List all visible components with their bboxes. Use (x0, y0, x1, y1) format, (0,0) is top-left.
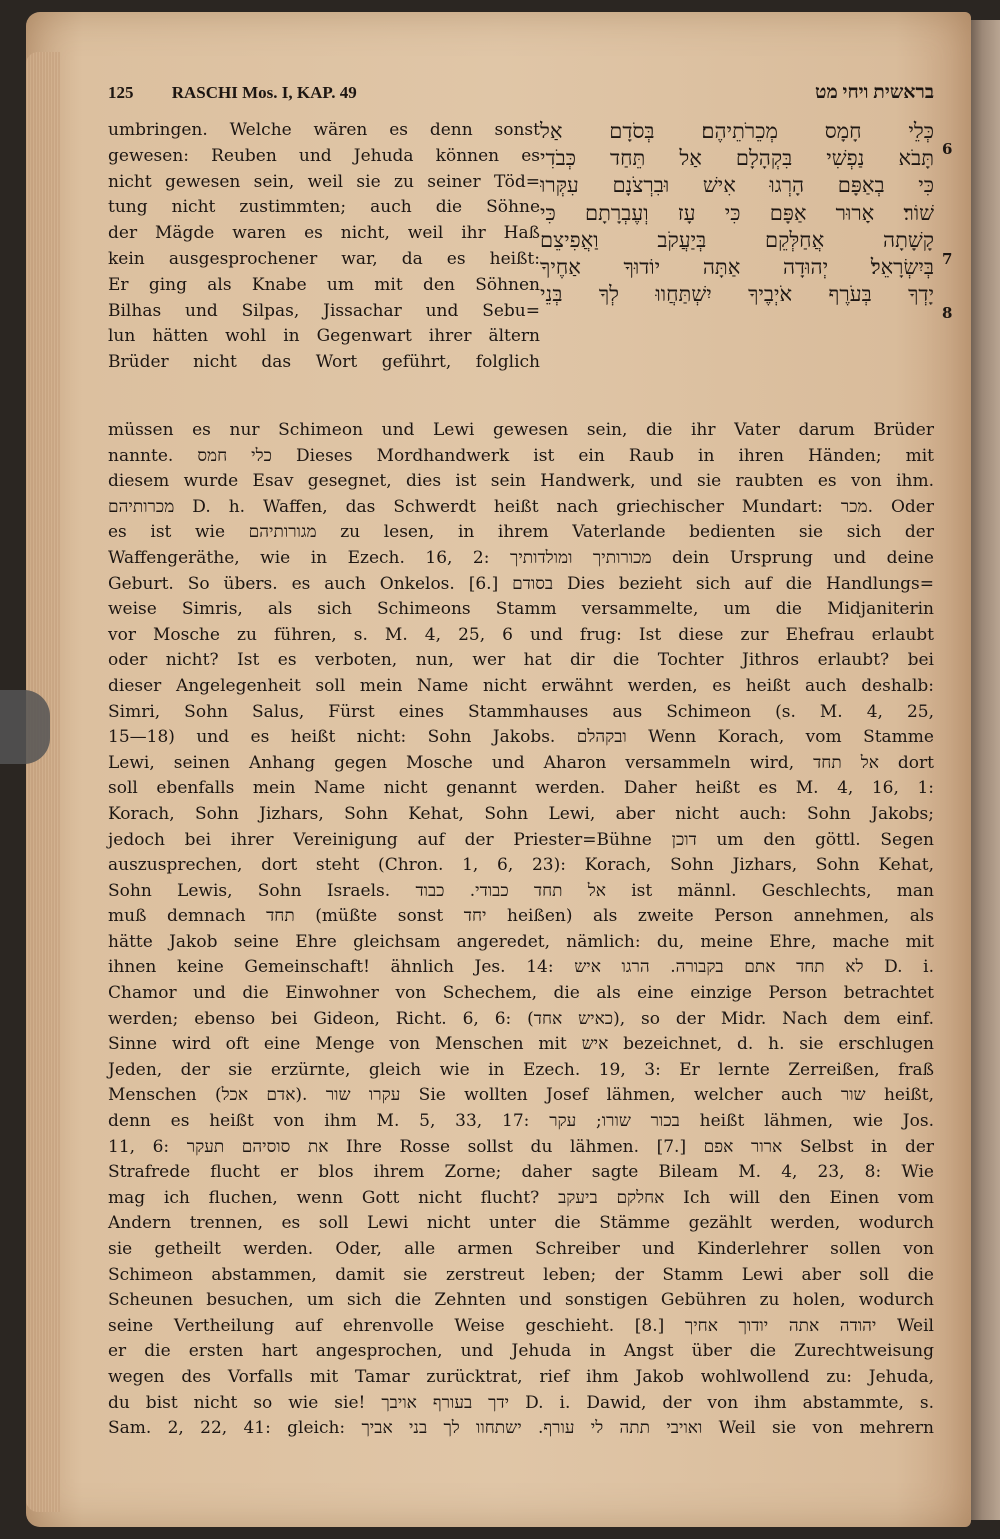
page-content (108, 82, 953, 1442)
commentary-text (108, 418, 934, 1442)
commentary-line: ihnen keine Gemeinschaft! ähnlich Jes. 14: לא תחד אתם בקבורה. הרגו איש D. i. (108, 957, 935, 978)
commentary-line: Scheunen besuchen, um sich die Zehnten und sonstigen Gebühren zu holen, wodurch (108, 1290, 934, 1311)
commentary-line: weise Simris, als sich Schimeons Stamm versammelte, um die Midjaniterin (108, 599, 934, 620)
german-column-line: Bilhas und Silpas, Jissachar und Sebu= (108, 300, 540, 321)
german-column-line: kein ausgesprochener war, da es heißt: (108, 248, 540, 269)
commentary-line: sie getheilt werden. Oder, alle armen Schreiber und Kinderlehrer sollen von (108, 1239, 934, 1259)
hebrew-verse-line: שׁוֹר׃ אָרוּר אַפָּם כִּי עָז וְעֶבְרָתָם כִּי (540, 200, 934, 225)
german-column-line: tung nicht zustimmten; auch die Söhne (108, 197, 540, 218)
hebrew-verse-line: כִּי בְאַפָּם הָרְגוּ אִישׁ וּבִרְצֹנָם עִקְּרוּ (540, 173, 934, 198)
german-column-line: umbringen. Welche wären es denn sonst (108, 120, 540, 140)
commentary-line: Strafrede flucht er blos ihrem Zorne; daher sagte Bileam M. 4, 23, 8: Wie (108, 1162, 934, 1183)
german-column-line: lun hätten wohl in Gegenwart ihrer ältern (108, 326, 540, 347)
german-column-line: Er ging als Knabe um mit den Söhnen (108, 274, 540, 295)
commentary-line: diesem wurde Esav gesegnet, dies ist sein Handwerk, und sie raubten es von ihm. (108, 471, 934, 492)
commentary-line: hätte Jakob seine Ehre gleichsam angeredet, nämlich: du, meine Ehre, mache mit (108, 931, 934, 952)
commentary-line: soll ebenfalls mein Name nicht genannt werden. Daher heißt es M. 4, 16, 1: (108, 778, 934, 799)
header-hebrew-title: בראשית ויחי מט (814, 82, 934, 103)
hebrew-verse-line: תָּבֹא נַפְשִׁי בִּקְהָלָם אַל תֵּחַד כְּבֹדִי (540, 146, 934, 171)
verse-number-8: 8 (942, 304, 953, 322)
commentary-line: werden; ebenso bei Gideon, Richt. 6, 6: (כאיש אחד), so der Midr. Nach dem einf. (108, 1008, 934, 1029)
german-column-line: nicht gewesen sein, weil sie zu seiner Töd= (108, 171, 540, 192)
commentary-line: seine Vertheilung auf ehrenvolle Weise geschieht. [8.] יהודה אתה יודוך אחיך Weil (108, 1315, 934, 1336)
binder-clip (0, 690, 50, 764)
commentary-line: müssen es nur Schimeon und Lewi gewesen sein, die ihr Vater darum Brüder (108, 420, 934, 440)
header-left (108, 83, 391, 103)
german-column-line: gewesen: Reuben und Jehuda können es (108, 145, 540, 166)
page-number: 125 (108, 83, 134, 102)
german-column-line: Brüder nicht das Wort geführt, folglich (108, 352, 540, 373)
commentary-line: Lewi, seinen Anhang gegen Mosche und Aharon versammeln wird, אל תחד dort (108, 752, 934, 773)
commentary-line: Sam. 2, 22, 41: gleich: ואויבי תתה לי עורף. ישתחוו לך בני אביך Weil sie von mehrern (108, 1418, 934, 1439)
commentary-line: oder nicht? Ist es verboten, nun, wer hat dir die Tochter Jithros erlaubt? bei (108, 650, 934, 671)
commentary-line: vor Mosche zu führen, s. M. 4, 25, 6 und frug: Ist diese zur Ehefrau erlaubt (108, 624, 934, 645)
commentary-line: Schimeon abstammen, damit sie zerstreut leben; der Stamm Lewi aber soll die (108, 1264, 934, 1285)
commentary-line: מכרותיהם D. h. Waffen, das Schwerdt heißt nach griechischer Mundart: מכר. Oder (108, 496, 934, 517)
german-column-line: der Mägde waren es nicht, weil ihr Haß (108, 223, 540, 244)
top-two-column-block (108, 112, 953, 418)
commentary-line: Menschen (אדם אכל). עקרו שור Sie wollten Josef lähmen, welcher auch שור heißt, (108, 1085, 934, 1106)
hebrew-verse-line: קָשָׁתָה אֲחַלְּקֵם בְּיַעֲקֹב וַאֲפִיצֵם (540, 227, 934, 252)
hebrew-verse-line: יָדְךָ בְּעֹרֶף אֹיְבֶיךָ יִשְׁתַּחֲווּ לְךָ בְּנֵי (540, 282, 934, 307)
page-edge-shading (26, 52, 60, 1512)
commentary-line: er die ersten hart angesprochen, und Jehuda in Angst über die Zurechtweisung (108, 1341, 934, 1362)
commentary-line: Waffengeräthe, wie in Ezech. 16, 2: מכורותיך ומולדותיך dein Ursprung und deine (108, 547, 934, 568)
commentary-line: es ist wie מגורותיהם zu lesen, in ihrem Vaterlande bedienten sie sich der (108, 522, 934, 543)
commentary-line: jedoch bei ihrer Vereinigung auf der Priester=Bühne דוכן um den göttl. Segen (108, 829, 934, 850)
commentary-line: wegen des Vorfalls mit Tamar zurücktrat, rief ihm Jakob wohlwollend zu: Jehuda, (108, 1366, 934, 1387)
commentary-line: Korach, Sohn Jizhars, Sohn Kehat, Sohn Lewi, aber nicht auch: Sohn Jakobs; (108, 803, 934, 824)
commentary-line: 11, 6: את סוסיהם תעקר Ihre Rosse sollst du lähmen. [7.] ארור אפם Selbst in der (108, 1136, 935, 1157)
hebrew-verse-column (540, 118, 934, 308)
commentary-line: Jeden, der sie erzürnte, gleich wie in Ezech. 19, 3: Er lernte Zerreißen, fraß (108, 1059, 934, 1080)
hebrew-verse-line: כְּלֵי חָמָס מְכֵרֹתֵיהֶם׃ בְּסֹדָם אַל (540, 119, 934, 143)
commentary-line: Sohn Lewis, Sohn Israels. אל תחד כבודי. כבוד ist männl. Geschlechts, man (108, 880, 934, 901)
hebrew-verse-line: בְּיִשְׂרָאֵל׃ יְהוּדָה אַתָּה יוֹדוּךָ אַחֶיךָ (540, 255, 934, 280)
commentary-line: muß demnach תחד (müßte sonst יחד heißen) als zweite Person annehmen, als (108, 906, 935, 927)
commentary-line: denn es heißt von ihm M. 5, 33, 17: בכור שורו; עקר heißt lähmen, wie Jos. (108, 1111, 934, 1132)
commentary-line: auszusprechen, dort steht (Chron. 1, 6, 23): Korach, Sohn Jizhars, Sohn Kehat, (108, 855, 934, 876)
german-column (108, 118, 540, 376)
commentary-line: Chamor und die Einwohner von Schechem, die als eine einzige Person betrachtet (108, 983, 934, 1004)
commentary-line: 15—18) und es heißt nicht: Sohn Jakobs. ובקהלם Wenn Korach, vom Stamme (108, 727, 934, 748)
commentary-line: Andern trennen, es soll Lewi nicht unter die Stämme gezählt werden, wodurch (108, 1213, 934, 1234)
commentary-line: mag ich fluchen, wenn Gott nicht flucht? אחלקם ביעקב Ich will den Einen vom (108, 1187, 935, 1208)
commentary-line: dieser Angelegenheit soll mein Name nicht erwähnt werden, es heißt auch deshalb: (108, 675, 934, 696)
commentary-line: du bist nicht so wie sie! ידך בעורף אויבך D. i. Dawid, der von ihm abstammte, s. (108, 1392, 934, 1413)
adjacent-page (970, 20, 1000, 1520)
commentary-line: Simri, Sohn Salus, Fürst eines Stammhauses aus Schimeon (s. M. 4, 25, (108, 701, 934, 722)
running-header (108, 82, 934, 112)
verse-number-7: 7 (942, 250, 953, 268)
header-title: RASCHI Mos. I, KAP. 49 (171, 83, 357, 102)
commentary-line: nannte. כלי חמס Dieses Mordhandwerk ist ein Raub in ihren Händen; mit (108, 445, 934, 466)
commentary-line: Sinne wird oft eine Menge von Menschen mit איש bezeichnet, d. h. sie erschlugen (108, 1034, 934, 1055)
verse-number-6: 6 (942, 140, 953, 158)
commentary-line: Geburt. So übers. es auch Onkelos. [6.] בסודם Dies bezieht sich auf die Handlungs= (108, 573, 934, 594)
